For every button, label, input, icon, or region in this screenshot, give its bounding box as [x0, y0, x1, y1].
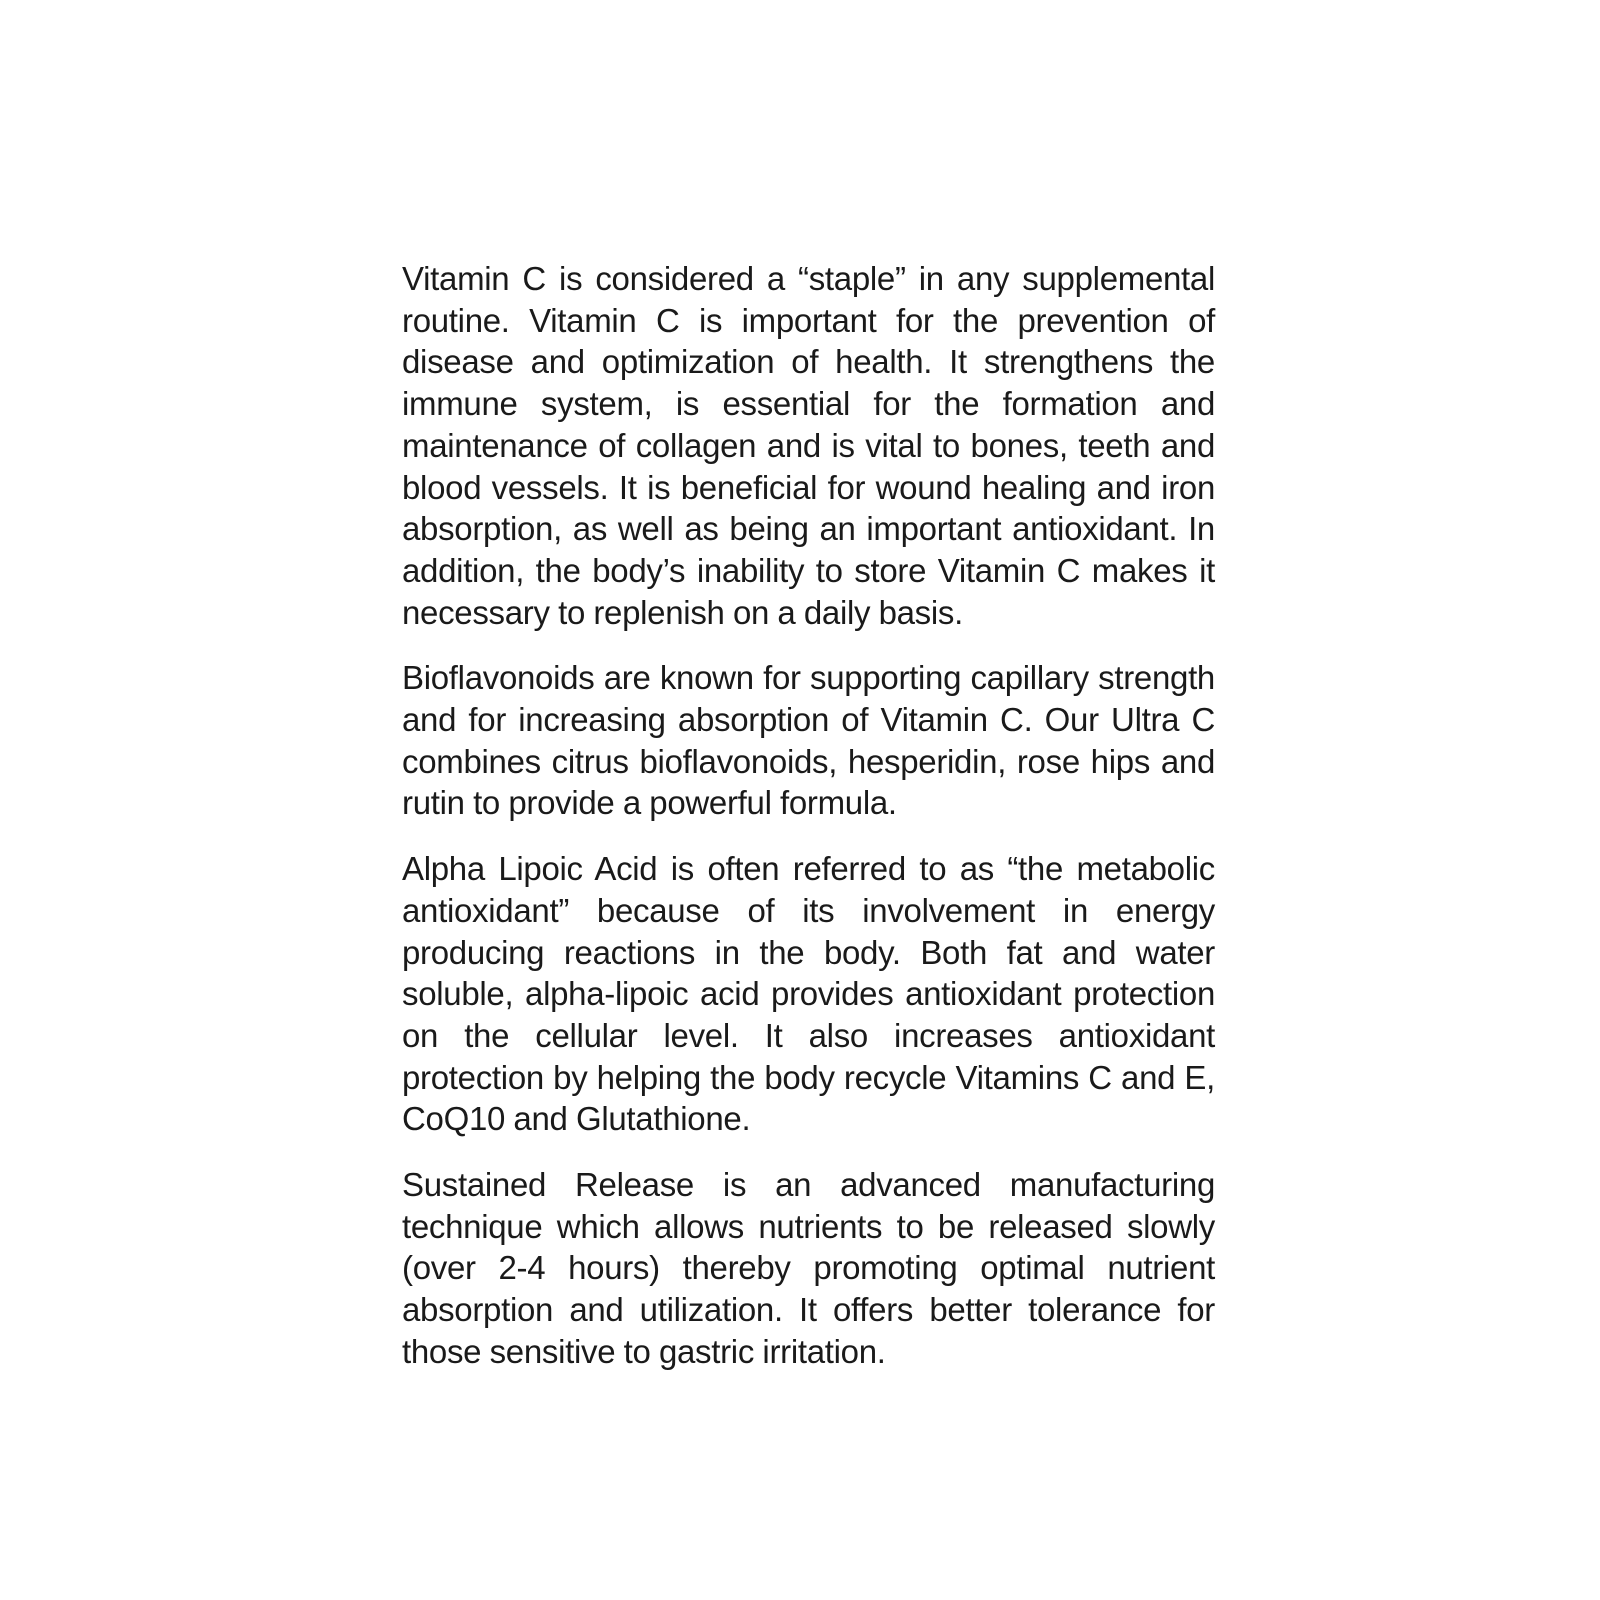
paragraph-sustained-release: Sustained Release is an advanced manufacturing technique which allows nutrients to be released slowly (over 2-4 hours) thereby promoting optimal nutrient absorption and utilization. It offers better tolerance for those sensitive to gastric irritation.: [402, 1166, 1215, 1370]
paragraph-bioflavonoids: Bioflavonoids are known for supporting capillary strength and for increasing absorption of Vitamin C. Our Ultra C combines citrus bioflavonoids, hesperidin, rose hips and rutin to provide a powerful formula.: [402, 659, 1215, 822]
paragraph-alpha-lipoic-acid: Alpha Lipoic Acid is often referred to as “the metabolic antioxidant” because of its involvement in energy producing reactions in the body. Both fat and water soluble, alpha-lipoic acid provides antioxidant protection on the cellular level. It also increases antioxidant protection by helping the body recycle Vitamins C and E, CoQ10 and Glutathione.: [402, 850, 1215, 1138]
product-description: [402, 258, 1215, 1397]
paragraph-vitamin-c: Vitamin C is considered a “staple” in any supplemental routine. Vitamin C is important for the prevention of disease and optimization of health. It strengthens the immune system, is essential for the formation and maintenance of collagen and is vital to bones, teeth and blood vessels. It is beneficial for wound healing and iron absorption, as well as being an important antioxidant. In addition, the body’s inability to store Vitamin C makes it necessary to replenish on a daily basis.: [402, 260, 1215, 631]
